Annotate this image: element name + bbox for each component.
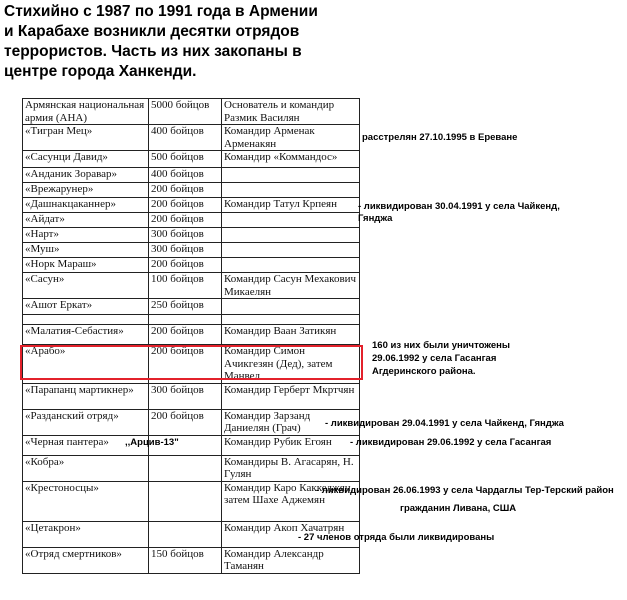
annotation-liquidated-1991-a: - ликвидирован 30.04.1991 у села Чайкенд, [358,201,560,212]
group-leader [222,228,360,243]
group-leader: Командир Сасун Мехакович Микаелян [222,273,360,299]
group-count: 200 бойцов [149,213,222,228]
page-heading [4,2,384,82]
group-leader: Командир Татул Крпеян [222,198,360,213]
group-leader [222,168,360,183]
table-row [23,481,360,521]
annotation-archive: ,,Арцив-13" [125,437,179,448]
group-count: 250 бойцов [149,299,222,315]
table-row [23,168,360,183]
table-row [23,299,360,315]
group-name: «Малатия-Себастия» [23,325,149,345]
group-name: «Арабо» [23,345,149,384]
group-name: «Ашот Еркат» [23,299,149,315]
group-count: 5000 бойцов [149,99,222,125]
group-count: 200 бойцов [149,345,222,384]
group-name: «Дашнакцаканнер» [23,198,149,213]
group-name: «Анданик Зоравар» [23,168,149,183]
group-count: 400 бойцов [149,125,222,151]
group-name: «Цетакрон» [23,521,149,547]
group-leader [222,299,360,315]
annotation-executed: расстрелян 27.10.1995 в Ереване [362,132,518,143]
group-leader: Командир Александр Таманян [222,547,360,573]
group-name: «Разданский отряд» [23,409,149,435]
table-row [23,435,360,455]
group-name: «Муш» [23,243,149,258]
group-leader [222,183,360,198]
group-count: 200 бойцов [149,409,222,435]
group-name: «Кобра» [23,455,149,481]
table-row [23,547,360,573]
group-count: 400 бойцов [149,168,222,183]
group-count: 500 бойцов [149,151,222,168]
annotation-razdan: - ликвидирован 29.04.1991 у села Чайкенд, Гянджа [325,418,564,429]
table-row [23,258,360,273]
table-row [23,213,360,228]
group-leader: Командиры В. Агасарян, Н. Гулян [222,455,360,481]
group-leader: Основатель и командир Размик Василян [222,99,360,125]
group-leader: Командир Ваан Затикян [222,325,360,345]
groups-table [22,98,360,574]
group-name: «Сасунци Давид» [23,151,149,168]
table-gap [23,315,360,325]
table-row [23,228,360,243]
group-leader: Командир «Коммандос» [222,151,360,168]
group-count [149,521,222,547]
group-count: 100 бойцов [149,273,222,299]
table-row [23,325,360,345]
group-count: 200 бойцов [149,258,222,273]
group-name: «Нарт» [23,228,149,243]
annotation-arabo-2: 29.06.1992 у села Гасангая [372,353,497,364]
group-leader: Командир Симон Ачикгезян (Дед), затем Манвел [222,345,360,384]
heading-line: Стихийно с 1987 по 1991 года в Армении [4,3,318,20]
highlight-box [20,345,363,380]
table-row [23,198,360,213]
table-row [23,273,360,299]
group-name: «Айдат» [23,213,149,228]
group-name: «Тигран Мец» [23,125,149,151]
group-leader: Командир Рубик Егоян [222,435,360,455]
group-count: 200 бойцов [149,325,222,345]
table-row [23,243,360,258]
heading-line: и Карабахе возникли десятки отрядов [4,23,300,40]
group-leader [222,213,360,228]
table-row [23,455,360,481]
group-leader [222,243,360,258]
group-leader: Командир Герберт Мкртчян [222,383,360,409]
group-leader: Командир Зарзанд Даниелян (Грач) [222,409,360,435]
table-row [23,99,360,125]
group-count: 300 бойцов [149,383,222,409]
group-name: «Сасун» [23,273,149,299]
table-row [23,383,360,409]
annotation-panther: - ликвидирован 29.06.1992 у села Гасангая [350,437,552,448]
annotation-arabo-1: 160 из них были уничтожены [372,340,511,351]
group-name: «Норк Мараш» [23,258,149,273]
group-name: «Парапанц мартикнер» [23,383,149,409]
table-row [23,151,360,168]
annotation-liquidated-1991-b: Гянджа [358,213,393,224]
annotation-citizen: гражданин Ливана, США [400,503,517,514]
group-leader: Командир Арменак Арменакян [222,125,360,151]
annotation-tsetakron: - 27 членов отряда были ликвидированы [298,532,495,543]
group-count: 150 бойцов [149,547,222,573]
group-name: «Врежарунер» [23,183,149,198]
group-count: 200 бойцов [149,183,222,198]
group-leader: Командир Акоп Хачатрян [222,521,360,547]
heading-line: террористов. Часть из них закопаны в [4,43,302,60]
table-row [23,183,360,198]
group-count: 200 бойцов [149,198,222,213]
group-name: Армянская национальная армия (АНА) [23,99,149,125]
group-count [149,455,222,481]
table-row [23,125,360,151]
heading-line: центре города Ханкенди. [4,63,197,80]
group-leader: Командир Каро Каккеджян, затем Шахе Аджемян [222,481,360,521]
group-count: 300 бойцов [149,243,222,258]
group-name: «Крестоносцы» [23,481,149,521]
table-row [23,409,360,435]
annotation-arabo-3: Агдеринского района. [372,366,476,377]
group-count: 300 бойцов [149,228,222,243]
group-name: «Черная пантера» [23,435,149,455]
group-leader [222,258,360,273]
group-count [149,481,222,521]
annotation-crusaders: - ликвидирован 26.06.1993 у села Чардаглы Тер-Терский район [316,485,614,496]
group-name: «Отряд смертников» [23,547,149,573]
